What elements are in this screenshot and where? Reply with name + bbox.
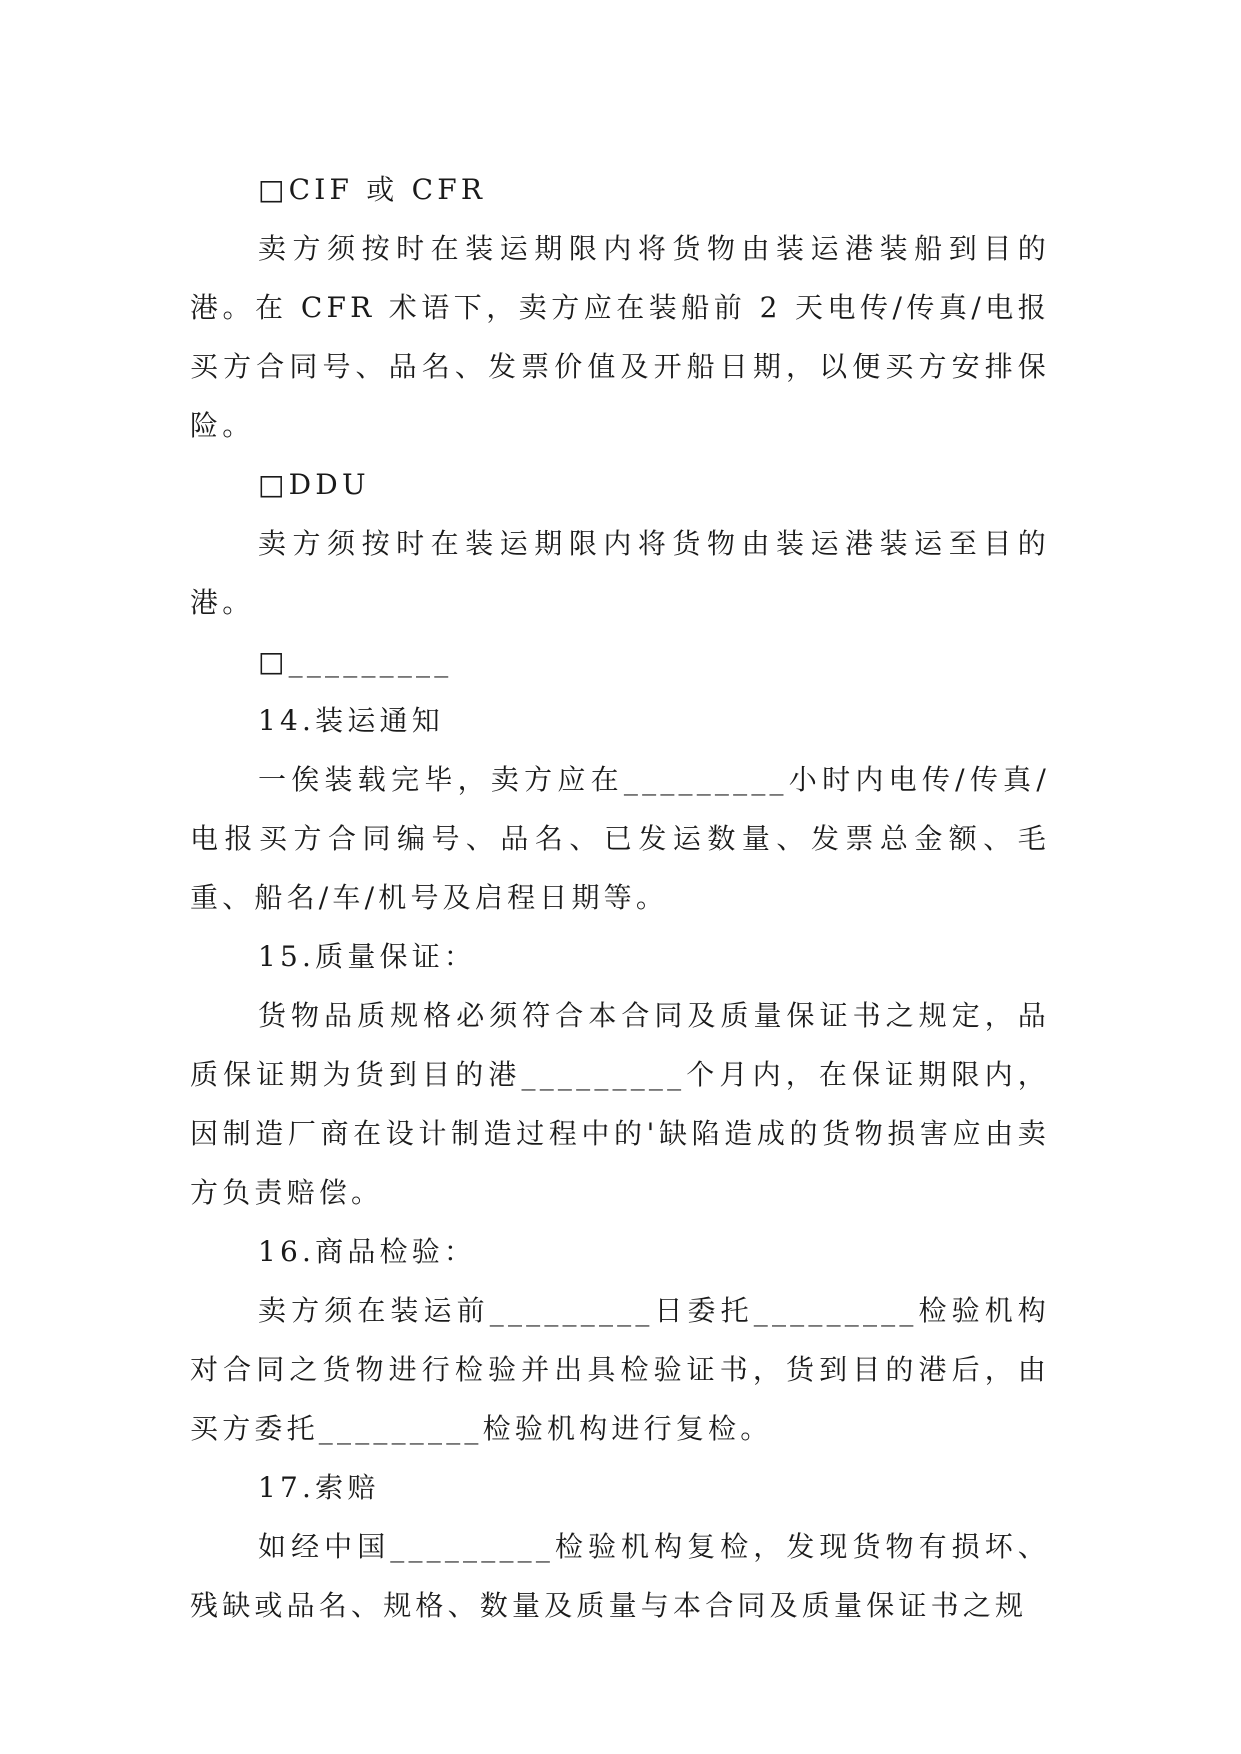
paragraph-shipping-notice: 一俟装载完毕，卖方应在_________小时内电传/传真/电报买方合同编号、品名、已发运数量、发票总金额、毛重、船名/车/机号及启程日期等。	[190, 763, 1050, 914]
paragraph-quality-guarantee: 货物品质规格必须符合本合同及质量保证书之规定，品质保证期为货到目的港_________个月内，在保证期限内，因制造厂商在设计制造过程中的'缺陷造成的货物损害应由卖方负责赔偿。	[190, 999, 1050, 1209]
section-14-heading: 14.装运通知	[258, 704, 444, 737]
paragraph-ddu-terms: 卖方须按时在装运期限内将货物由装运港装运至目的港。	[190, 527, 1050, 619]
option-blank: □_________	[258, 645, 453, 678]
section-17-heading: 17.索赔	[258, 1471, 380, 1504]
paragraph-cif-cfr-terms: 卖方须按时在装运期限内将货物由装运港装船到目的港。在 CFR 术语下，卖方应在装船前 2 天电传/传真/电报买方合同号、品名、发票价值及开船日期，以便买方安排保险。	[190, 232, 1050, 442]
option-ddu: □DDU	[258, 468, 370, 501]
paragraph-inspection: 卖方须在装运前_________日委托_________检验机构对合同之货物进行检验并出具检验证书，货到目的港后，由买方委托_________检验机构进行复检。	[190, 1294, 1050, 1445]
paragraph-claims: 如经中国_________检验机构复检，发现货物有损坏、残缺或品名、规格、数量及质量与本合同及质量保证书之规	[190, 1530, 1050, 1622]
section-15-heading: 15.质量保证：	[258, 940, 477, 973]
option-cif-cfr: □CIF 或 CFR	[258, 173, 487, 206]
section-16-heading: 16.商品检验：	[258, 1235, 477, 1268]
document-body	[190, 160, 1050, 1635]
